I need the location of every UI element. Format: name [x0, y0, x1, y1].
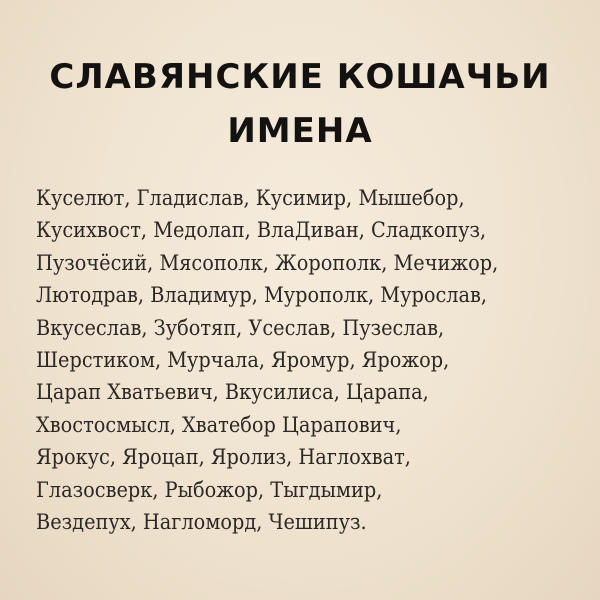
names-line: Пузочёсий, Мясополк, Жорополк, Мечижор,	[36, 250, 499, 275]
names-line: Вкусеслав, Зуботяп, Усеслав, Пузеслав,	[36, 315, 445, 340]
names-line: Куселют, Гладислав, Кусимир, Мышебор,	[36, 186, 465, 210]
names-list	[36, 182, 576, 538]
names-line: Глазосверк, Рыбожор, Тыгдымир,	[36, 477, 383, 502]
names-line: Вездепух, Нагломорд, Чешипуз.	[36, 509, 367, 534]
names-line: Ярокус, Яроцап, Яролиз, Наглохват,	[36, 445, 411, 470]
names-line: Лютодрав, Владимур, Мурополк, Мурослав,	[36, 283, 488, 308]
title-line-1: СЛАВЯНСКИЕ КОШАЧЬИ	[49, 57, 551, 97]
names-line: Царап Хватьевич, Вкусилиса, Царапа,	[36, 380, 429, 405]
names-line: Хвостосмысл, Хватебор Царапович,	[36, 412, 402, 437]
title-line-2: ИМЕНА	[227, 111, 373, 151]
names-line: Кусихвост, Медолап, ВлаДиван, Сладкопуз,	[36, 218, 487, 243]
names-line: Шерстиком, Мурчала, Яромур, Ярожор,	[36, 347, 450, 372]
